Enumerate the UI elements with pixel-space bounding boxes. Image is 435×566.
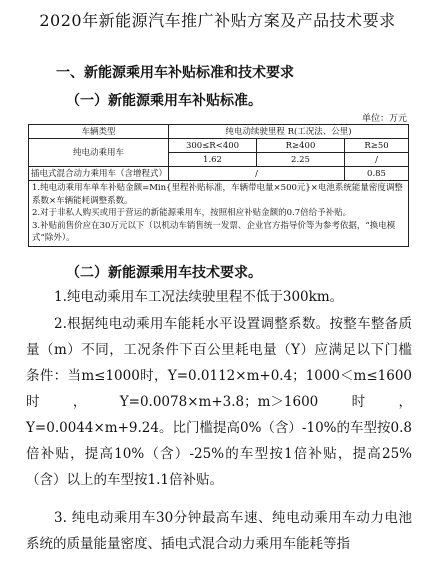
subsection-heading-technical: （二）新能源乘用车技术要求。 — [66, 265, 262, 281]
table-row — [29, 167, 409, 181]
unit-label: 单位：万元 — [361, 114, 407, 124]
document-title: 2020年新能源汽车推广补贴方案及产品技术要求 — [39, 11, 396, 30]
table-header-range: 纯电动续驶里程 R(工况法、公里) — [169, 125, 409, 139]
table-header-vehicle-type: 车辆类型 — [29, 125, 169, 139]
paragraph-text: 3. 纯电动乘用车30分钟最高车速、纯电动乘用车动力电池系统的质量能量密度、插电式混合动力乘用车能耗等指 — [26, 510, 412, 552]
paragraph — [26, 311, 412, 493]
paragraph-text: 2.根据纯电动乘用车能耗水平设置调整系数。按整车整备质量（m）不同，工况条件下百公里耗电量（Y）应满足以下门槛条件：当m≤1000时，Y=0.0112×m+0.4；1000＜m≤1600时，Y=0.0078×m+3.8；m＞1600时，Y=0.0044×m+9.24。比门槛提高0%（含）-10%的车型按0.8倍补贴，提高10%（含）-25%的车型按1倍补贴，提高25%（含）以上的车型按1.1倍补贴。 — [26, 316, 412, 488]
table-notes-row — [29, 181, 409, 247]
table-note: 3.补贴前售价应在30万元以下（以机动车销售统一发票、企业官方指导价等为参考依据，“换电模式”除外）。 — [32, 220, 396, 243]
paragraph — [26, 284, 412, 310]
table-cell-range: 300≤R<400 — [169, 139, 257, 153]
table-cell-value: / — [345, 153, 409, 167]
table-header-row — [29, 125, 409, 139]
table-cell-range: R≥50 — [345, 139, 409, 153]
table-note: 2.对于非私人购买或用于营运的新能源乘用车，按照相应补贴金额的0.7倍给予补贴。 — [32, 208, 352, 218]
table-notes — [29, 181, 409, 247]
table-cell-value: 0.85 — [345, 167, 409, 181]
table-cell-value: 1.62 — [169, 153, 257, 167]
table-cell-range: R≥400 — [257, 139, 345, 153]
table-row — [29, 139, 409, 153]
section-heading: 一、新能源乘用车补贴标准和技术要求 — [56, 65, 294, 81]
table-cell-value: / — [169, 167, 345, 181]
table-cell-bev-label: 纯电动乘用车 — [29, 139, 169, 167]
subsection-heading-subsidy: （一）新能源乘用车补贴标准。 — [66, 93, 262, 109]
table-cell-value: 2.25 — [257, 153, 345, 167]
paragraph-text: 1.纯电动乘用车工况法续驶里程不低于300km。 — [54, 289, 344, 305]
paragraph — [26, 505, 412, 557]
table-cell-phev-label: 插电式混合动力乘用车（含增程式） — [29, 167, 169, 181]
subsidy-table — [28, 124, 409, 247]
table-note: 1.纯电动乘用车单车补贴金额=Min{里程补贴标准，车辆带电量×500元}×电池系统能量密度调整系数×车辆能耗调整系数。 — [32, 183, 403, 206]
